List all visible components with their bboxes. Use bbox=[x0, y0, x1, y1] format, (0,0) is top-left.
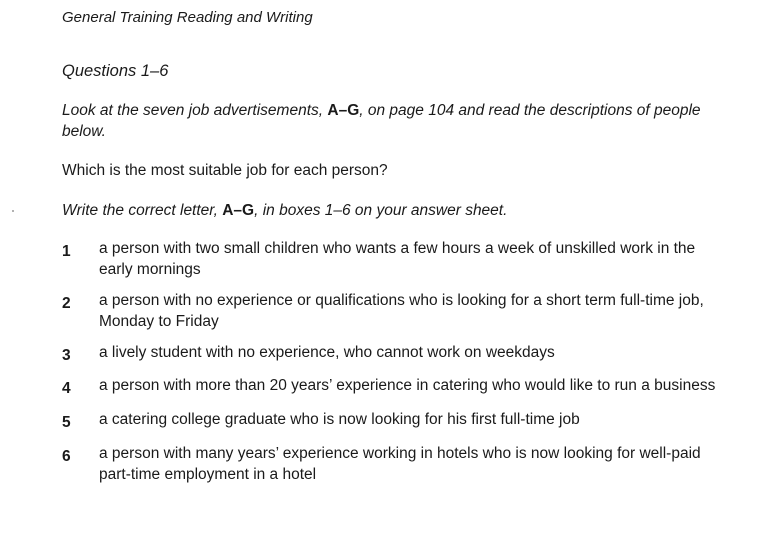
question-number: 5 bbox=[62, 414, 71, 431]
instruction-text: Write the correct letter, bbox=[62, 202, 223, 219]
instruction-letter-range: A–G bbox=[222, 202, 255, 219]
question-item bbox=[62, 409, 732, 433]
question-number: 4 bbox=[62, 380, 71, 397]
question-number: 3 bbox=[62, 347, 71, 364]
question-list bbox=[62, 238, 732, 485]
question-number: 1 bbox=[62, 243, 71, 260]
question-text: a person with many years’ experience working in hotels who is now looking for well-paid part-time employment in a hotel bbox=[99, 445, 701, 483]
instruction-text: , on page 104 and read the descriptions of people below. bbox=[62, 102, 701, 140]
question-item bbox=[62, 238, 732, 280]
question-item bbox=[62, 443, 732, 485]
question-text: a person with more than 20 years’ experience in catering who would like to run a business bbox=[99, 377, 716, 394]
question-number: 6 bbox=[62, 448, 71, 465]
instruction-text: , in boxes 1–6 on your answer sheet. bbox=[254, 202, 508, 219]
question-item bbox=[62, 375, 732, 399]
question-text: a person with no experience or qualifications who is looking for a short term full-time job, Monday to Friday bbox=[99, 292, 704, 330]
scan-speck bbox=[12, 210, 14, 212]
question-text: a person with two small children who wants a few hours a week of unskilled work in the early mornings bbox=[99, 240, 696, 278]
question-item bbox=[62, 290, 732, 332]
page-header: General Training Reading and Writing bbox=[62, 9, 313, 26]
question-text: a lively student with no experience, who cannot work on weekdays bbox=[99, 344, 555, 361]
instruction-question: Which is the most suitable job for each person? bbox=[62, 162, 388, 179]
question-item bbox=[62, 342, 732, 366]
instruction-letter-range: A–G bbox=[327, 102, 360, 119]
section-title: Questions 1–6 bbox=[62, 62, 169, 80]
question-number: 2 bbox=[62, 295, 71, 312]
instruction-write-letter bbox=[62, 200, 712, 221]
instruction-text: Look at the seven job advertisements, bbox=[62, 102, 328, 119]
question-text: a catering college graduate who is now looking for his first full-time job bbox=[99, 411, 580, 428]
instruction-look-at-ads bbox=[62, 100, 712, 142]
